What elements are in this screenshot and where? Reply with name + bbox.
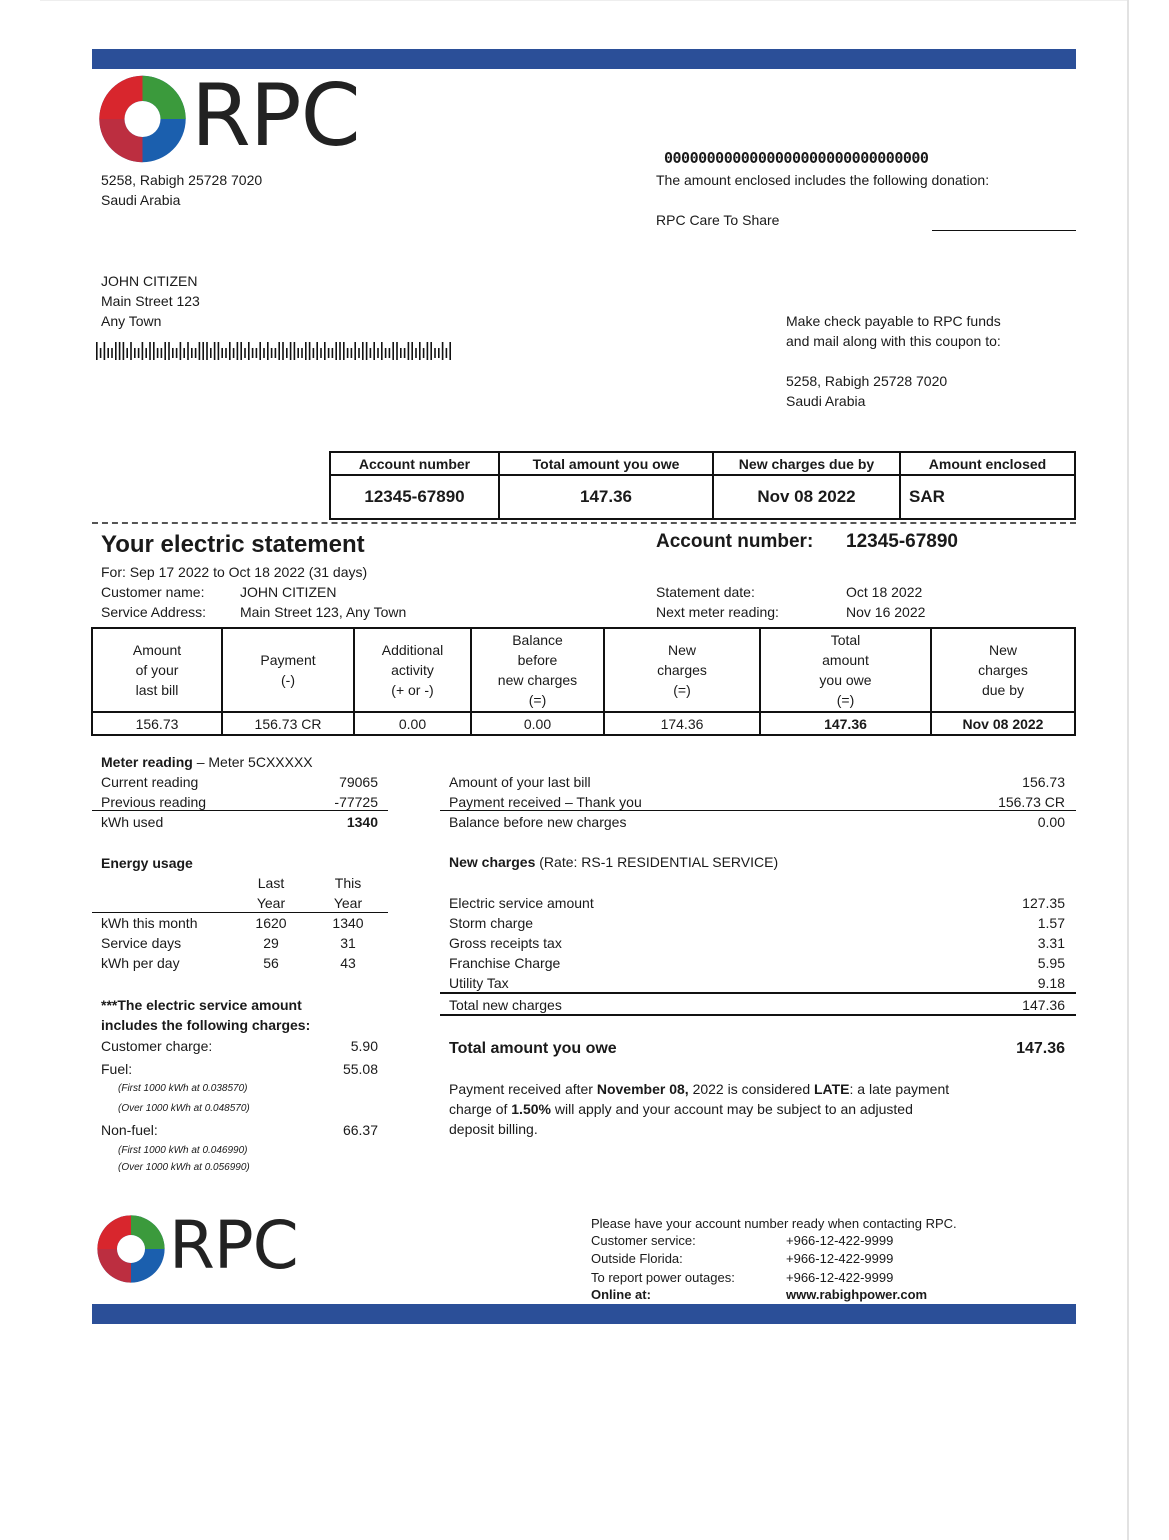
- balance-row-label: Balance before new charges: [449, 814, 627, 830]
- barcode-bar: [328, 348, 330, 358]
- account-number-label: Account number:: [656, 531, 814, 552]
- energy-row-label: Service days: [101, 935, 182, 951]
- barcode-bar: [294, 342, 296, 360]
- total-owe-value: 147.36: [1016, 1040, 1065, 1057]
- service-note-line2: includes the following charges:: [101, 1017, 311, 1033]
- barcode-bar: [335, 342, 337, 360]
- barcode-bar: [263, 348, 265, 358]
- summary-header-additional: Additional activity (+ or -): [354, 628, 471, 712]
- contact-label: Customer service:: [591, 1233, 696, 1248]
- company-address-line1: 5258, Rabigh 25728 7020: [101, 172, 263, 188]
- coupon-header: Account number: [330, 452, 499, 475]
- total-owe-label: Total amount you owe: [449, 1040, 617, 1057]
- barcode-bar: [229, 342, 231, 360]
- barcode-bar: [233, 348, 235, 358]
- barcode-bar: [256, 348, 258, 358]
- barcode-bar: [244, 348, 246, 358]
- barcode-bar: [313, 348, 315, 358]
- mail-to-line1: Make check payable to RPC funds: [786, 313, 1001, 329]
- account-summary-table: [91, 627, 1076, 736]
- barcode-bar: [309, 342, 311, 360]
- barcode-bar: [396, 342, 398, 360]
- barcode-bar: [191, 348, 193, 358]
- customer-charge-label: Customer charge:: [101, 1038, 213, 1054]
- barcode-bar: [358, 348, 360, 358]
- barcode-bar: [381, 342, 383, 360]
- mail-to-address-line2: Saudi Arabia: [786, 393, 866, 409]
- barcode-bar: [411, 342, 413, 360]
- barcode-bar: [214, 342, 216, 360]
- coupon-header: Amount enclosed: [900, 452, 1075, 475]
- barcode-bar: [320, 348, 322, 358]
- barcode-bar: [138, 348, 140, 358]
- service-address-value: Main Street 123, Any Town: [240, 604, 407, 620]
- coupon-amount-enclosed[interactable]: SAR: [900, 475, 1075, 519]
- charge-row-value: 1.57: [1037, 915, 1065, 931]
- barcode-bar: [195, 348, 197, 358]
- barcode-bar: [392, 342, 394, 360]
- barcode-bar: [225, 348, 227, 358]
- tear-off-line: [92, 522, 1076, 524]
- summary-value-last-bill: 156.73: [92, 712, 222, 735]
- barcode-bar: [237, 342, 239, 360]
- barcode-bar: [183, 348, 185, 358]
- summary-value-payment: 156.73 CR: [222, 712, 354, 735]
- energy-col-last-year: Last Year: [256, 875, 286, 911]
- barcode-bar: [161, 348, 163, 358]
- statement-date-label: Statement date:: [656, 584, 755, 600]
- rpc-logo-mark-icon: [95, 74, 190, 164]
- barcode-bar: [111, 348, 113, 358]
- mail-to-instructions: [786, 311, 1001, 411]
- barcode-bar: [316, 342, 318, 360]
- new-charges-heading: New charges (Rate: RS-1 RESIDENTIAL SERVICE): [449, 854, 779, 870]
- summary-value-due-by: Nov 08 2022: [931, 712, 1075, 735]
- donation-amount-line: [932, 230, 1076, 231]
- balance-row-value: 156.73: [1022, 774, 1065, 790]
- late-payment-notice: Payment received after November 08, 2022 is considered LATE: a late payment charge of 1.50% will apply and your account may be subject to an adjusted deposit billing.: [449, 1081, 950, 1137]
- balance-row-value: 0.00: [1037, 814, 1065, 830]
- barcode-bar: [153, 342, 155, 360]
- barcode-bar: [362, 342, 364, 360]
- coupon-total-owe: 147.36: [499, 475, 713, 519]
- fuel-note-over: (Over 1000 kWh at 0.048570): [118, 1103, 250, 1114]
- energy-row-last: 56: [263, 955, 279, 971]
- barcode-bar: [404, 348, 406, 358]
- barcode-bar: [123, 342, 125, 360]
- barcode-bar: [252, 348, 254, 358]
- rpc-logo-mark-icon: [95, 1214, 167, 1284]
- nonfuel-note-over: (Over 1000 kWh at 0.056990): [118, 1162, 250, 1173]
- barcode-bar: [385, 348, 387, 358]
- barcode-bar: [297, 348, 299, 358]
- barcode-bar: [259, 342, 261, 360]
- barcode-bar: [210, 348, 212, 358]
- summary-value-additional: 0.00: [354, 712, 471, 735]
- barcode-bar: [180, 342, 182, 360]
- postal-barcode: [96, 340, 456, 367]
- charge-row-label: Electric service amount: [449, 895, 594, 911]
- barcode-bar: [354, 342, 356, 360]
- barcode-bar: [115, 342, 117, 360]
- charge-row-label: Franchise Charge: [449, 955, 561, 971]
- barcode-bar: [332, 348, 334, 358]
- barcode-bar: [275, 348, 277, 358]
- fuel-value: 55.08: [342, 1061, 378, 1077]
- customer-name-label: Customer name:: [101, 584, 205, 600]
- barcode-bar: [389, 348, 391, 358]
- barcode-bar: [267, 342, 269, 360]
- summary-header-last-bill: Amount of your last bill: [92, 628, 222, 712]
- charge-row-label: Storm charge: [449, 915, 534, 931]
- barcode-bar: [248, 342, 250, 360]
- barcode-bar: [96, 342, 98, 360]
- barcode-bar: [446, 348, 448, 358]
- total-new-charges-value: 147.36: [1022, 997, 1065, 1013]
- meter-row-value: 1340: [346, 814, 378, 830]
- mail-to-line2: and mail along with this coupon to:: [786, 333, 1001, 349]
- charges-divider-top: [440, 992, 1076, 994]
- barcode-bar: [286, 348, 288, 358]
- energy-row-this: 31: [340, 935, 356, 951]
- barcode-bar: [430, 342, 432, 360]
- statement-date-value: Oct 18 2022: [846, 584, 923, 600]
- rpc-logo-text: RPC: [169, 1207, 298, 1284]
- summary-header-payment: Payment (-): [222, 628, 354, 712]
- barcode-bar: [339, 342, 341, 360]
- barcode-bar: [427, 342, 429, 360]
- nonfuel-note-first: (First 1000 kWh at 0.046990): [118, 1145, 248, 1156]
- statement-title: Your electric statement: [101, 531, 365, 558]
- barcode-bar: [370, 348, 372, 358]
- barcode-bar: [343, 342, 345, 360]
- balance-row-label: Payment received – Thank you: [449, 794, 642, 810]
- charge-row-value: 3.31: [1037, 935, 1065, 951]
- account-number-value: 12345-67890: [846, 531, 958, 552]
- coupon-account-number: 12345-67890: [330, 475, 499, 519]
- bottom-color-bar: [92, 1304, 1076, 1324]
- energy-row-this: 1340: [332, 915, 364, 931]
- barcode-bar: [107, 348, 109, 358]
- donation-program: RPC Care To Share: [656, 212, 780, 228]
- energy-row-this: 43: [340, 955, 356, 971]
- balance-row-value: 156.73 CR: [998, 794, 1065, 810]
- meter-row-value: 79065: [339, 774, 378, 790]
- barcode-bar: [434, 348, 436, 358]
- scan-line-code: 0000000000000000000000000000000: [664, 149, 929, 167]
- barcode-bar: [176, 348, 178, 358]
- barcode-bar: [126, 348, 128, 358]
- barcode-bar: [400, 348, 402, 358]
- next-reading-value: Nov 16 2022: [846, 604, 926, 620]
- contact-label: Outside Florida:: [591, 1251, 683, 1266]
- barcode-bar: [221, 348, 223, 358]
- rpc-logo-footer: [95, 1207, 298, 1289]
- coupon-header: New charges due by: [713, 452, 900, 475]
- energy-row-last: 29: [263, 935, 279, 951]
- statement-period: For: Sep 17 2022 to Oct 18 2022 (31 days): [101, 564, 368, 580]
- barcode-bar: [157, 348, 159, 358]
- barcode-bar: [218, 342, 220, 360]
- barcode-bar: [271, 348, 273, 358]
- barcode-bar: [347, 348, 349, 358]
- meter-row-label: Current reading: [101, 774, 199, 790]
- meter-row-label: Previous reading: [101, 794, 207, 810]
- barcode-bar: [305, 342, 307, 360]
- coupon-due-date: Nov 08 2022: [713, 475, 900, 519]
- summary-header-balance: Balance before new charges (=): [471, 628, 604, 712]
- fuel-label: Fuel:: [101, 1061, 133, 1077]
- next-reading-label: Next meter reading:: [656, 604, 779, 620]
- charge-row-value: 9.18: [1037, 975, 1065, 991]
- barcode-bar: [145, 348, 147, 358]
- barcode-bar: [199, 342, 201, 360]
- balance-divider: [440, 810, 1076, 811]
- meter-row-value: -77725: [334, 794, 378, 810]
- energy-usage-heading: Energy usage: [101, 855, 193, 871]
- barcode-bar: [240, 342, 242, 360]
- rpc-logo-text: RPC: [191, 66, 360, 166]
- barcode-bar: [278, 342, 280, 360]
- barcode-bar: [408, 342, 410, 360]
- barcode-bar: [449, 342, 451, 360]
- contact-label: To report power outages:: [591, 1270, 735, 1285]
- summary-value-new-charges: 174.36: [604, 712, 760, 735]
- customer-town: Any Town: [101, 313, 162, 329]
- contact-phone[interactable]: +966-12-422-9999: [786, 1233, 894, 1248]
- barcode-bar: [187, 342, 189, 360]
- barcode-bar: [206, 342, 208, 360]
- barcode-bar: [373, 342, 375, 360]
- nonfuel-value: 66.37: [342, 1122, 378, 1138]
- energy-row-last: 1620: [255, 915, 287, 931]
- energy-col-this-year: This Year: [333, 875, 363, 911]
- energy-row-label: kWh per day: [101, 955, 180, 971]
- charge-row-value: 5.95: [1037, 955, 1065, 971]
- barcode-bar: [130, 342, 132, 360]
- postal-barcode-icon: [96, 340, 456, 362]
- customer-name: JOHN CITIZEN: [101, 273, 198, 289]
- barcode-bar: [119, 342, 121, 360]
- coupon-table: [329, 451, 1076, 520]
- service-note-line1: ***The electric service amount: [101, 997, 302, 1013]
- barcode-bar: [164, 342, 166, 360]
- barcode-bar: [377, 348, 379, 358]
- meter-divider: [92, 810, 388, 811]
- company-address-line2: Saudi Arabia: [101, 192, 181, 208]
- barcode-bar: [134, 348, 136, 358]
- barcode-bar: [438, 348, 440, 358]
- barcode-bar: [168, 342, 170, 360]
- barcode-bar: [366, 342, 368, 360]
- barcode-bar: [172, 348, 174, 358]
- customer-charge-value: 5.90: [350, 1038, 378, 1054]
- contact-intro: Please have your account number ready when contacting RPC.: [591, 1216, 957, 1231]
- nonfuel-label: Non-fuel:: [101, 1122, 158, 1138]
- energy-row-label: kWh this month: [101, 915, 198, 931]
- barcode-bar: [149, 342, 151, 360]
- donation-text: The amount enclosed includes the following donation:: [656, 172, 990, 188]
- barcode-bar: [442, 342, 444, 360]
- summary-value-total: 147.36: [760, 712, 931, 735]
- summary-header-total: Total amount you owe (=): [760, 628, 931, 712]
- meter-row-label: kWh used: [101, 814, 164, 830]
- website-link[interactable]: www.rabighpower.com: [786, 1287, 928, 1302]
- charges-divider-bottom: [440, 1014, 1076, 1016]
- customer-address: [101, 271, 200, 331]
- coupon-header: Total amount you owe: [499, 452, 713, 475]
- barcode-bar: [100, 348, 102, 358]
- barcode-bar: [324, 342, 326, 360]
- customer-name-value: JOHN CITIZEN: [240, 584, 337, 600]
- charge-row-label: Utility Tax: [449, 975, 509, 991]
- contact-phone[interactable]: +966-12-422-9999: [786, 1251, 894, 1266]
- service-address-label: Service Address:: [101, 604, 207, 620]
- barcode-bar: [202, 342, 204, 360]
- balance-row-label: Amount of your last bill: [449, 774, 591, 790]
- customer-street: Main Street 123: [101, 293, 200, 309]
- total-new-charges-label: Total new charges: [449, 997, 562, 1013]
- contact-label: Online at:: [591, 1287, 651, 1302]
- charge-row-label: Gross receipts tax: [449, 935, 562, 951]
- barcode-bar: [290, 342, 292, 360]
- summary-header-new-charges: New charges (=): [604, 628, 760, 712]
- barcode-bar: [351, 348, 353, 358]
- barcode-bar: [142, 342, 144, 360]
- summary-value-balance: 0.00: [471, 712, 604, 735]
- rpc-logo: [95, 66, 360, 169]
- barcode-bar: [415, 348, 417, 358]
- barcode-bar: [282, 342, 284, 360]
- fuel-note-first: (First 1000 kWh at 0.038570): [118, 1083, 248, 1094]
- barcode-bar: [419, 342, 421, 360]
- meter-reading-heading: Meter reading – Meter 5CXXXXX: [101, 754, 313, 770]
- barcode-bar: [104, 342, 106, 360]
- barcode-bar: [423, 348, 425, 358]
- charge-row-value: 127.35: [1022, 895, 1065, 911]
- contact-phone[interactable]: +966-12-422-9999: [786, 1270, 894, 1285]
- summary-header-due-by: New charges due by: [931, 628, 1075, 712]
- mail-to-address-line1: 5258, Rabigh 25728 7020: [786, 373, 948, 389]
- company-address: [101, 170, 262, 210]
- barcode-bar: [301, 348, 303, 358]
